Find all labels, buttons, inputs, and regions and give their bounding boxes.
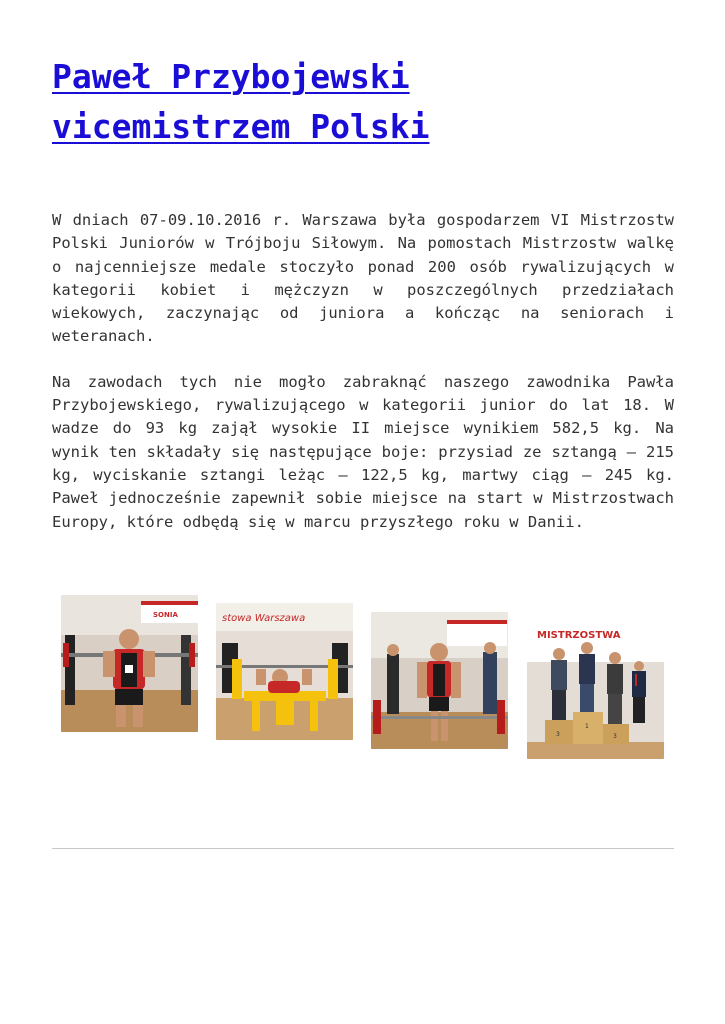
- podium-label-right: 3: [613, 733, 617, 740]
- photo-podium[interactable]: [527, 622, 664, 759]
- photo2-banner-text: stowa Warszawa: [222, 613, 306, 624]
- title-line-1[interactable]: Paweł Przybojewski: [52, 57, 410, 96]
- photo-deadlift[interactable]: [371, 612, 508, 749]
- article-title-link[interactable]: [52, 57, 430, 146]
- article: [52, 52, 674, 534]
- photo1-banner-text: SONIA: [153, 611, 178, 619]
- photo-squat[interactable]: [61, 595, 198, 732]
- photo-deadlift-image: [371, 612, 508, 749]
- paragraph-1: W dniach 07-09.10.2016 r. Warszawa była gospodarzem VI Mistrzostw Polski Juniorów w Trójboju Siłowym. Na pomostach Mistrzostw walkę o najcenniejsze medale stoczyło ponad 200 osób rywalizujących w kategorii kobiet i mężczyzn w poszczególnych przedziałach wiekowych, zaczynając od juniora a kończąc na seniorach i weteranach.: [52, 211, 674, 346]
- photo-squat-image: [61, 595, 198, 732]
- photo4-banner-text: MISTRZOSTWA: [537, 630, 621, 641]
- photo-bench-press[interactable]: [216, 603, 353, 740]
- photo-podium-image: [527, 622, 664, 759]
- title-line-2[interactable]: vicemistrzem Polski: [52, 107, 430, 146]
- article-title: [52, 52, 674, 152]
- photo-bench-press-image: [216, 603, 353, 740]
- footer-divider: [52, 848, 674, 849]
- paragraph-2: Na zawodach tych nie mogło zabraknąć naszego zawodnika Pawła Przybojewskiego, rywalizującego w kategorii junior do lat 18. W wadze do 93 kg zajął wysokie II miejsce wynikiem 582,5 kg. Na wynik ten składały się następujące boje: przysiad ze sztangą – 215 kg, wyciskanie sztangi leżąc – 122,5 kg, martwy ciąg – 245 kg. Paweł jednocześnie zapewnił sobie miejsce na start w Mistrzostwach Europy, które odbędą się w marcu przyszłego roku w Danii.: [52, 372, 674, 531]
- podium-label-left: 3: [556, 731, 560, 738]
- podium-label-center: 1: [585, 723, 589, 730]
